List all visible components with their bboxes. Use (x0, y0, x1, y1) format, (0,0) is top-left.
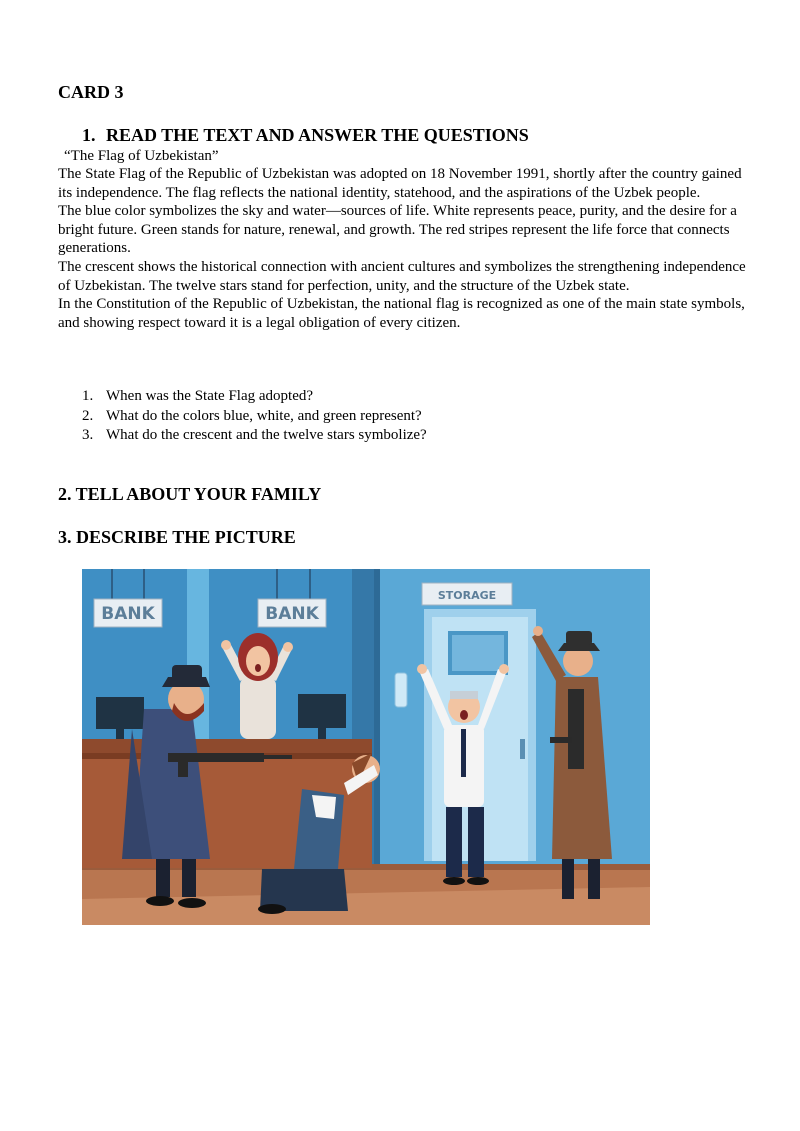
section-1-number: 1. (82, 125, 96, 145)
question-text: When was the State Flag adopted? (106, 388, 314, 404)
storage-sign-label: STORAGE (437, 589, 497, 602)
section-1-heading: READ THE TEXT AND ANSWER THE QUESTIONS (106, 125, 529, 145)
card-title: CARD 3 (58, 82, 124, 102)
paragraph: In the Constitution of the Republic of Uzbekistan, the national flag is recognized as one of the main state symbols, and showing respect toward it is a legal obligation of every citizen. (58, 296, 745, 331)
bank-sign-label: BANK (265, 604, 319, 624)
reading-text (58, 165, 748, 332)
question-text: What do the colors blue, white, and green represent? (106, 407, 422, 424)
question-item (82, 407, 427, 427)
question-item (82, 387, 427, 407)
paragraph: The blue color symbolizes the sky and water—sources of life. White represents peace, purity, and the desire for a bright future. Green stands for nature, renewal, and growth. The red stripes represent the life force that connects generations. (58, 203, 737, 257)
question-number: 1. (82, 388, 94, 404)
question-text: What do the crescent and the twelve stars symbolize? (106, 427, 427, 443)
section-3-title: 3. DESCRIBE THE PICTURE (58, 527, 296, 547)
bank-sign-label: BANK (101, 604, 155, 624)
section-1-title (82, 125, 529, 146)
reading-text-title: “The Flag of Uzbekistan” (64, 148, 219, 164)
question-number: 2. (82, 407, 94, 424)
section-2-title: 2. TELL ABOUT YOUR FAMILY (58, 484, 322, 504)
question-number: 3. (82, 427, 94, 443)
question-list (82, 387, 427, 446)
paragraph: The State Flag of the Republic of Uzbekistan was adopted on 18 November 1991, shortly after the country gained its independence. The flag reflects the national identity, statehood, and the aspirations of the Uzbek people. (58, 166, 742, 201)
question-item (82, 426, 427, 446)
bank-robbery-illustration (82, 569, 650, 925)
paragraph: The crescent shows the historical connection with ancient cultures and symbolizes the strengthening independence of Uzbekistan. The twelve stars stand for perfection, unity, and the structure of the Uzbek state. (58, 258, 746, 294)
